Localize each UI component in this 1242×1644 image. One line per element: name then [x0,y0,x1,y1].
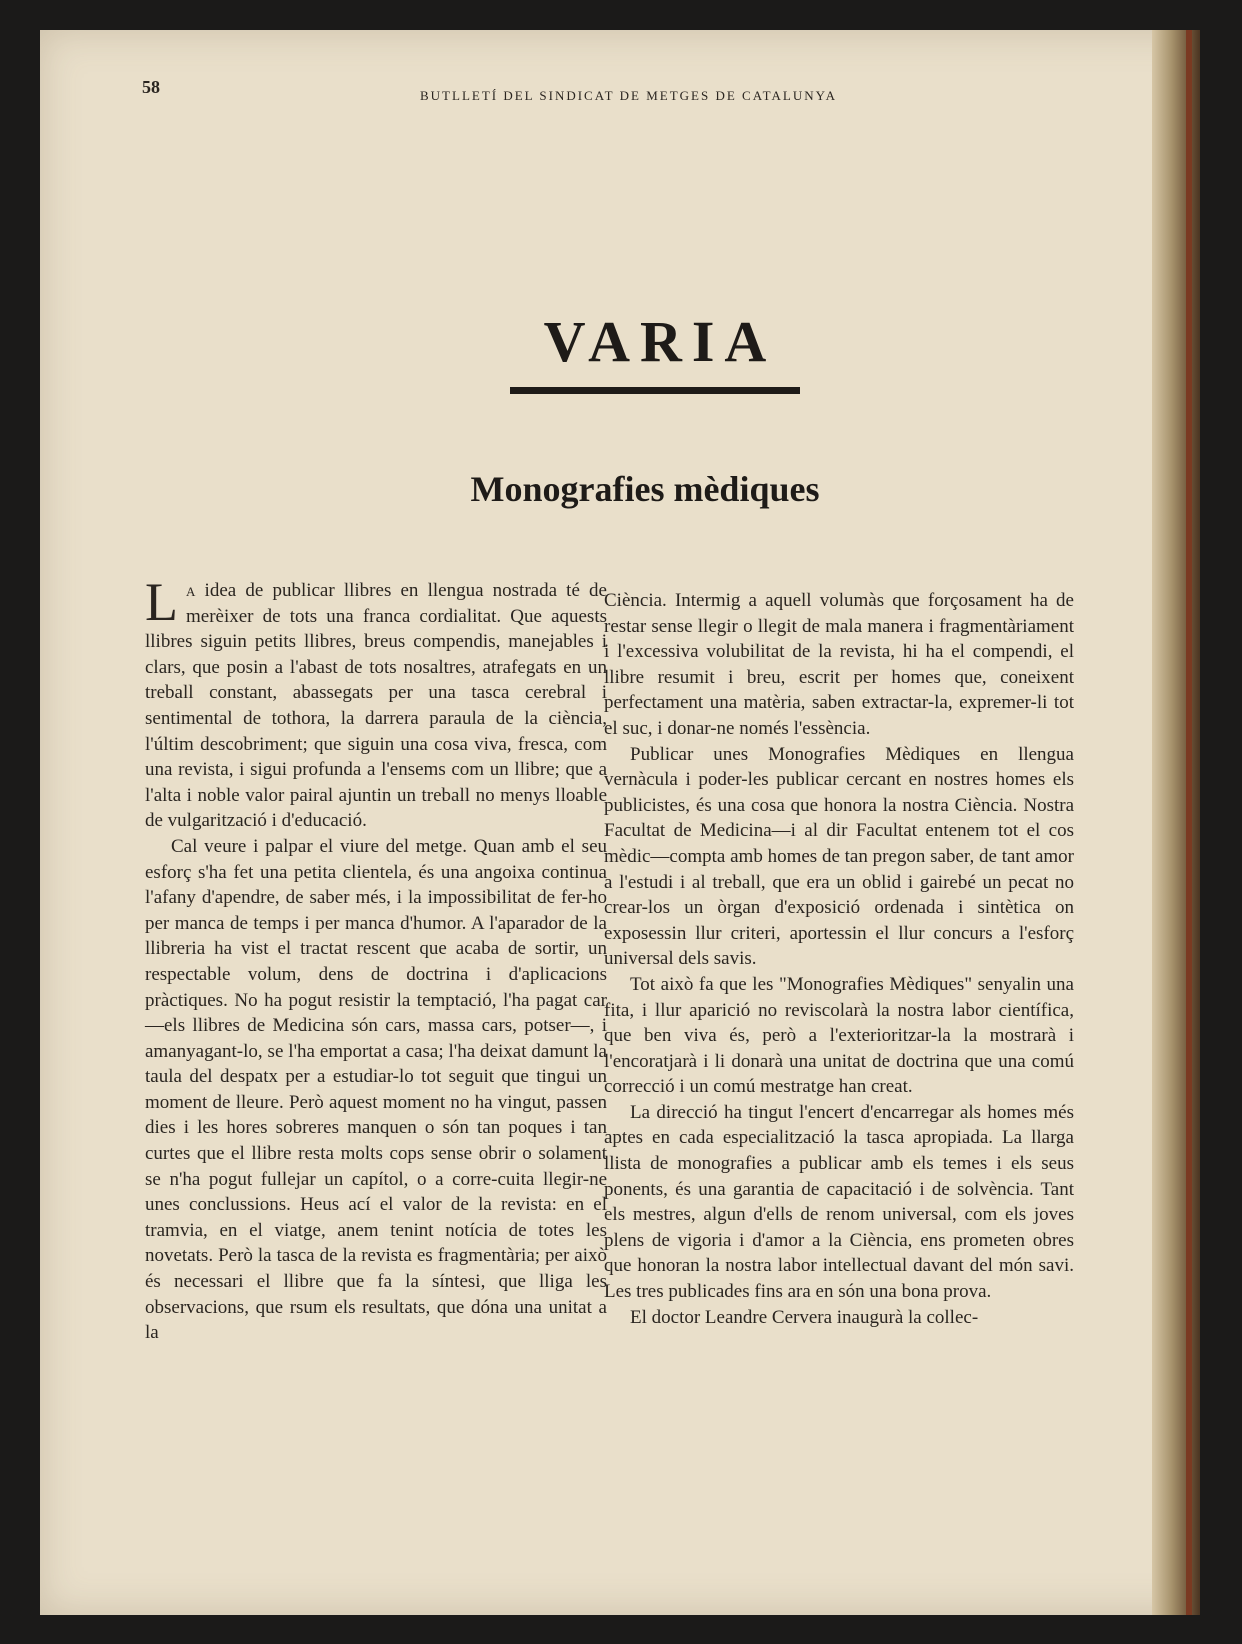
running-head: BUTLLETÍ DEL SINDICAT DE METGES DE CATALUNYA [420,88,837,103]
article-title: Monografies mèdiques [470,469,820,509]
paragraph-text: idea de publicar llibres en llengua nostrada té de merèixer de tots una franca cordialitat. Que aquests llibres siguin petits llibres, breus compendis, manejables i clars, que posin a l'abast de tots nosaltres, atrafegats en un treball constant, abassegats per una tasca cerebral i sentimental de tothora, la darrera paraula de la ciència, l'últim descobriment; que siguin una cosa viva, fresca, com una revista, i sigui profunda a l'ensems com un llibre; que a l'alta i noble valor pairal ajuntin un treball no menys lloable de vulgarització i d'educació. [145,580,607,832]
drop-cap: L [145,572,178,632]
right-paragraph-5: El doctor Leandre Cervera inaugurà la collec- [630,1306,979,1328]
left-column [145,572,607,1346]
left-paragraph-1 [145,572,607,834]
right-paragraph-1: Ciència. Intermig a aquell volumàs que forçosament ha de restar sense llegir o llegit de mala manera i fragmentàriament i l'excessiva volubilitat de la revista, hi ha el compendi, el llibre resumit i breu, escrit per homes que, coneixent perfectament una matèria, saben extractar-la, expremer-li tot el suc, i donar-ne només l'essència. [604,590,1074,739]
drop-cap-continuation: a [186,580,196,601]
page-number: 58 [142,77,160,97]
title-underline [510,387,800,394]
right-column [604,588,1074,1330]
section-title: VARIA [543,309,777,374]
right-paragraph-3: Tot això fa que les "Monografies Mèdiques" senyalin una fita, i llur aparició no reviscolarà la nostra labor científica, que ben viva és, però a l'exterioritzar-la la mostrarà i l'encoratjarà i li donarà una unitat de doctrina que una comú correcció i un comú mestratge han creat. [604,973,1074,1098]
right-paragraph-4: La direcció ha tingut l'encert d'encarregar als homes més aptes en cada especialització la tasca apropiada. La llarga llista de monografies a publicar amb els temes i els seus ponents, és una garantia de capacitació i de solvència. Tant els mestres, algun d'ells de renom universal, com els joves plens de vigoria i d'amor a la Ciència, ens prometen obres que honoran la nostra labor intellectual davant del món savi. Les tres publicades fins ara en són una bona prova. [604,1101,1074,1303]
book-spine [1152,30,1200,1615]
left-paragraph-2: Cal veure i palpar el viure del metge. Quan amb el seu esforç s'ha fet una petita clientela, és una angoixa continua l'afany d'apendre, de saber més, i la impossibilitat de fer-ho per manca de temps i per manca d'humor. A l'aparador de la llibreria ha vist el tractat rescent que acaba de sortir, un respectable volum, dens de doctrina i d'aplicacions pràctiques. No ha pogut resistir la temptació, l'ha pagat car—els llibres de Medicina són cars, massa cars, potser—, i amanyagant-lo, se l'ha emportat a casa; l'ha deixat damunt la taula del despatx per a estudiar-lo tot seguit que tingui un moment de lleure. Però aquest moment no ha vingut, passen dies i les hores sobreres manquen o són tan poques i tan curtes que el llibre resta molts cops sense obrir o solament se n'ha pogut fullejar un capítol, o a corre-cuita llegir-ne unes conclussions. Heus ací el valor de la revista: en el tramvia, en el viatge, anem tenint notícia de totes les novetats. Però la tasca de la revista es fragmentària; per això és necessari el llibre que fa la síntesi, que lliga les observacions, que rsum els resultats, que dóna una unitat a la [145,835,607,1344]
right-paragraph-2: Publicar unes Monografies Mèdiques en llengua vernàcula i poder-les publicar cercant en nostres homes els publicistes, és una cosa que honora la nostra Ciència. Nostra Facultat de Medicina—i al dir Facultat entenem tot el cos mèdic—compta amb homes de tan pregon saber, de tant amor a l'estudi i al treball, que era un oblid i gairebé un pecat no crear-los un òrgan d'exposició ordenada i sintètica on exposessin llur criteri, aportessin el llur concurs a l'esforç universal dels savis. [604,743,1074,970]
book-page [40,30,1200,1615]
